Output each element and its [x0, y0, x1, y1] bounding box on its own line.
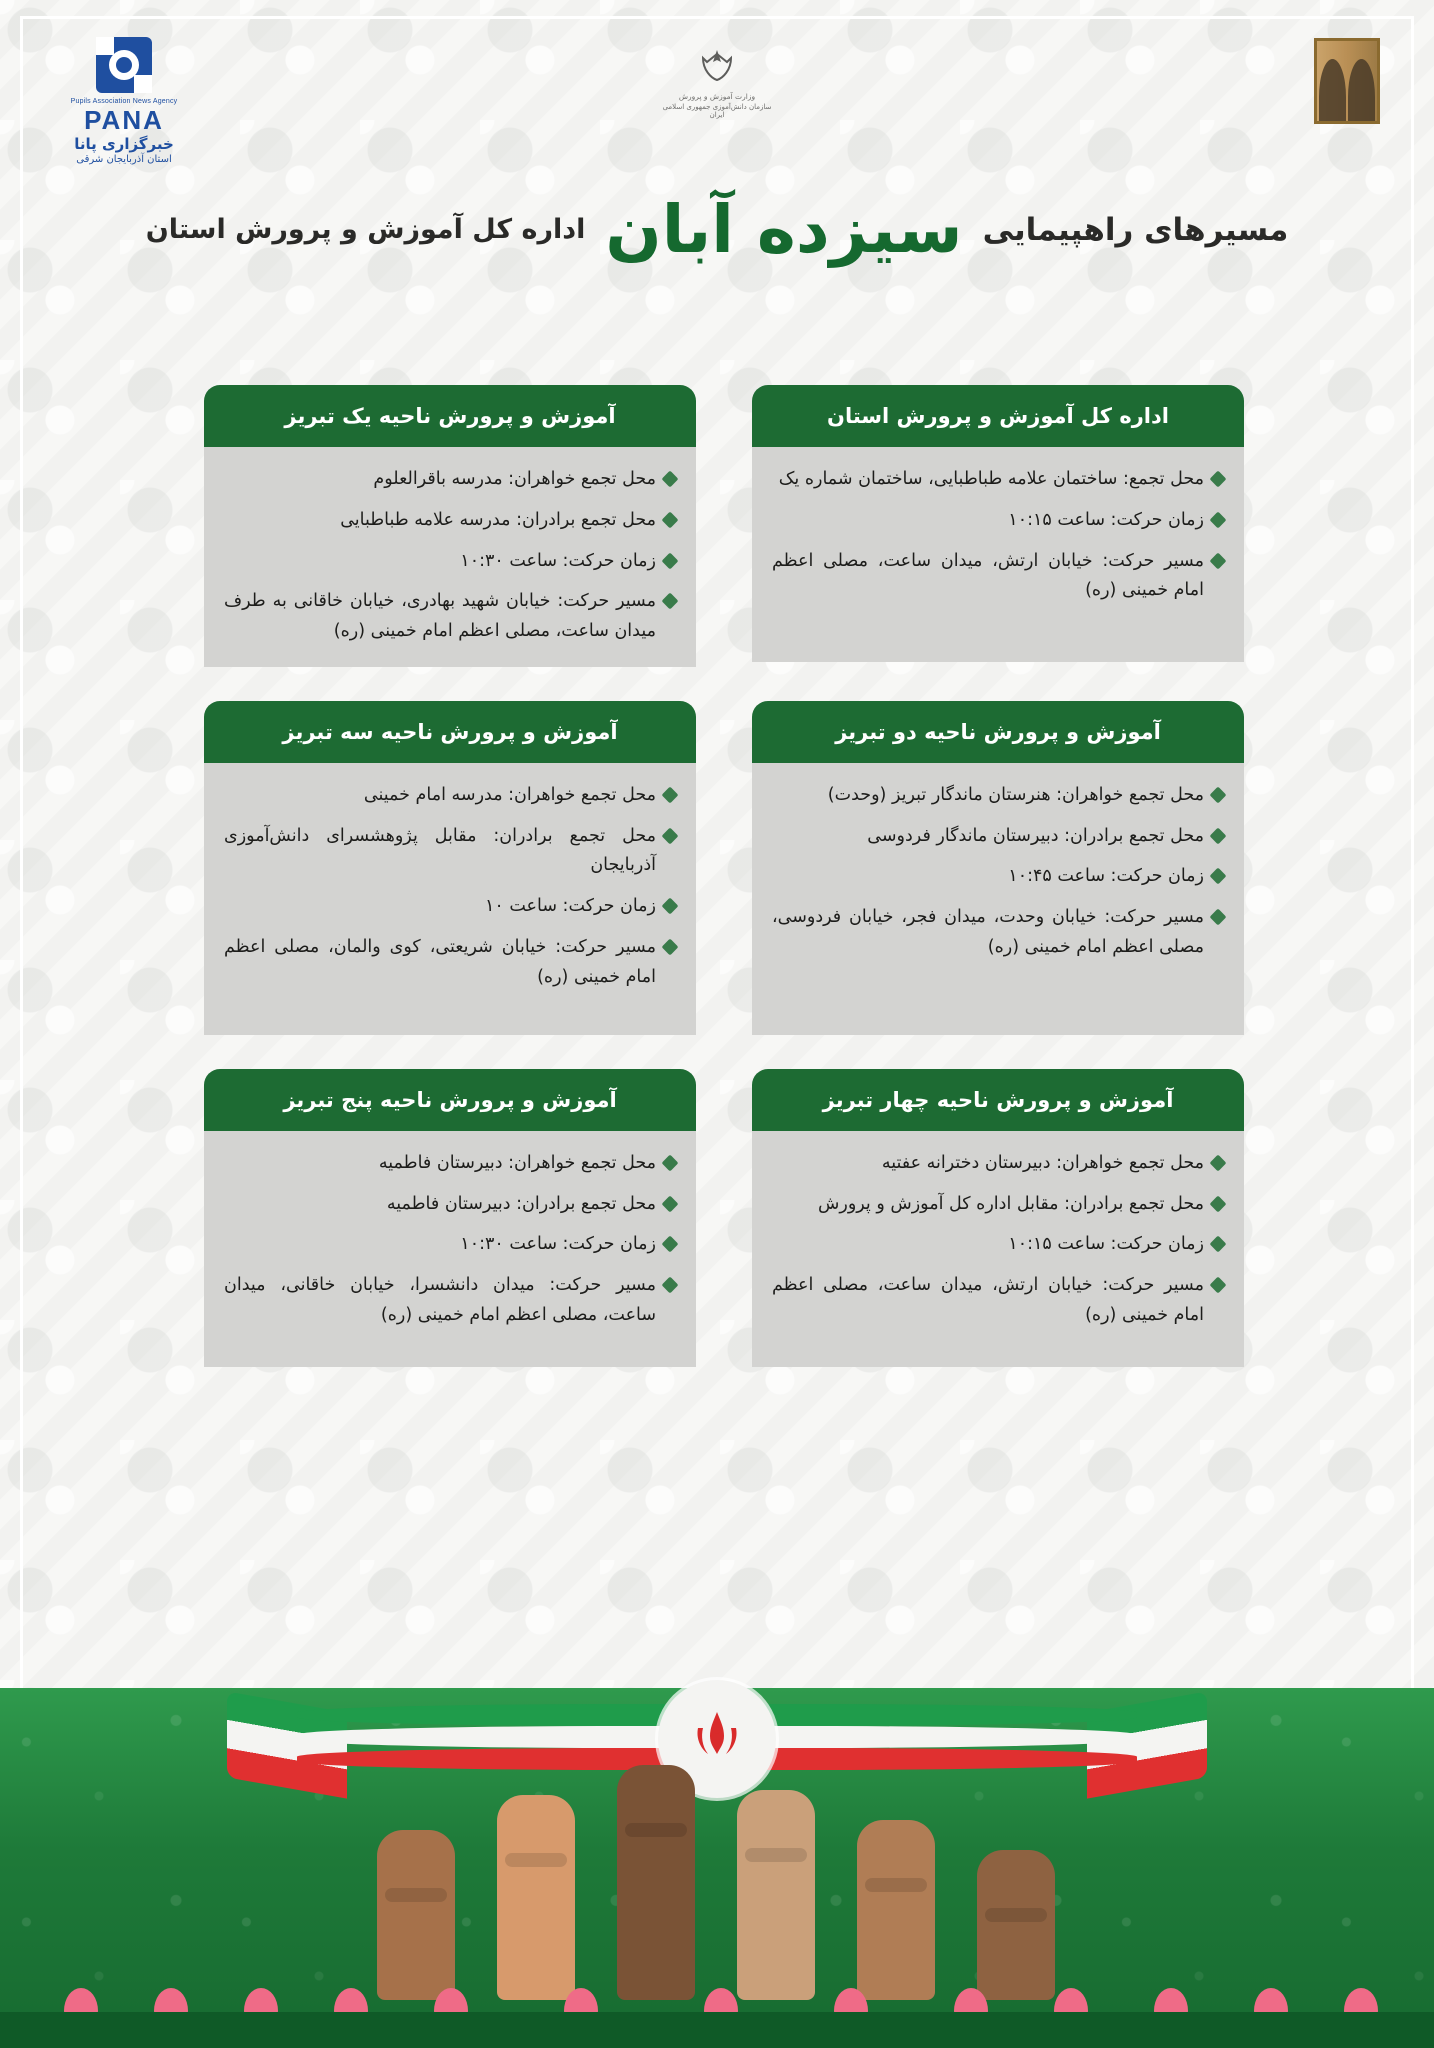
route-detail-text: محل تجمع برادران: دبیرستان ماندگار فردوسی — [867, 825, 1204, 846]
diamond-bullet-icon — [662, 938, 679, 955]
route-card-body — [204, 763, 696, 1035]
routes-grid — [190, 385, 1244, 1401]
route-detail-text: محل تجمع خواهران: دبیرستان دخترانه عفتیه — [881, 1152, 1204, 1173]
tulips-illustration-icon — [0, 1928, 1434, 2048]
route-detail-row — [772, 1190, 1224, 1220]
route-card-title: آموزش و پرورش ناحیه پنج تبریز — [204, 1069, 696, 1131]
route-detail-text: محل تجمع خواهران: مدرسه باقرالعلوم — [373, 469, 656, 489]
route-card — [204, 1069, 696, 1367]
title-right-part: مسیرهای راهپیمایی — [982, 211, 1289, 248]
route-detail-text: محل تجمع برادران: مدرسه علامه طباطبایی — [340, 509, 656, 530]
diamond-bullet-icon — [1210, 827, 1227, 844]
route-card-body — [752, 763, 1244, 1035]
diamond-bullet-icon — [662, 827, 679, 844]
route-detail-text: زمان حرکت: ساعت ۱۰:۳۰ — [460, 550, 656, 571]
route-detail-text: محل تجمع برادران: مقابل اداره کل آموزش و پرورش — [818, 1193, 1204, 1214]
diamond-bullet-icon — [1210, 909, 1227, 926]
diamond-bullet-icon — [1210, 511, 1227, 528]
route-detail-row — [224, 1271, 676, 1331]
route-detail-row — [772, 781, 1224, 811]
route-card — [204, 385, 696, 667]
route-detail-text: محل تجمع: ساختمان علامه طباطبایی، ساختمان شماره یک — [778, 469, 1204, 489]
route-detail-row — [772, 862, 1224, 892]
route-card-body — [204, 1131, 696, 1367]
route-detail-text: مسیر حرکت: میدان دانشسرا، خیابان خاقانی، میدان ساعت، مصلی اعظم امام خمینی (ره) — [224, 1275, 656, 1325]
route-card-title: آموزش و پرورش ناحیه سه تبریز — [204, 701, 696, 763]
route-detail-row — [224, 892, 676, 922]
route-detail-row — [224, 547, 676, 577]
diamond-bullet-icon — [662, 1195, 679, 1212]
route-detail-text: مسیر حرکت: خیابان وحدت، میدان فجر، خیابان فردوسی، مصلی اعظم امام خمینی (ره) — [772, 907, 1204, 957]
route-detail-text: محل تجمع برادران: دبیرستان فاطمیه — [386, 1193, 656, 1214]
diamond-bullet-icon — [662, 471, 679, 488]
route-detail-row — [224, 1230, 676, 1260]
footer-illustration — [0, 1618, 1434, 2048]
pana-diamond-logo-icon — [93, 34, 155, 96]
route-detail-text: زمان حرکت: ساعت ۱۰ — [484, 896, 656, 916]
route-detail-text: زمان حرکت: ساعت ۱۰:۴۵ — [1008, 866, 1204, 887]
title-script-part: سیزده آبان — [605, 191, 963, 268]
route-detail-text: محل تجمع خواهران: دبیرستان فاطمیه — [378, 1152, 656, 1173]
route-card — [752, 1069, 1244, 1367]
page-title — [0, 170, 1434, 290]
route-detail-row — [772, 1149, 1224, 1179]
route-card-title: آموزش و پرورش ناحیه دو تبریز — [752, 701, 1244, 763]
diamond-bullet-icon — [662, 898, 679, 915]
route-detail-text: مسیر حرکت: خیابان شریعتی، کوی والمان، مصلی اعظم امام خمینی (ره) — [224, 936, 656, 987]
diamond-bullet-icon — [1210, 786, 1227, 803]
route-card-body — [752, 447, 1244, 662]
diamond-bullet-icon — [1210, 471, 1227, 488]
route-detail-row — [224, 822, 676, 882]
route-card-title: آموزش و پرورش ناحیه چهار تبریز — [752, 1069, 1244, 1131]
route-detail-row — [772, 1230, 1224, 1260]
pana-english-subtitle: Pupils Association News Agency — [70, 98, 178, 105]
title-left-part: اداره کل آموزش و پرورش استان — [145, 214, 586, 246]
route-detail-row — [224, 1149, 676, 1179]
ministry-emblem-icon — [657, 48, 777, 88]
diamond-bullet-icon — [662, 786, 679, 803]
diamond-bullet-icon — [1210, 868, 1227, 885]
route-detail-row — [224, 1190, 676, 1220]
route-detail-text: مسیر حرکت: خیابان ارتش، میدان ساعت، مصلی اعظم امام خمینی (ره) — [772, 1275, 1204, 1325]
diamond-bullet-icon — [662, 1277, 679, 1294]
route-card-title: آموزش و پرورش ناحیه یک تبریز — [204, 385, 696, 447]
pana-province: استان آذربایجان شرقی — [76, 153, 172, 165]
leaders-portrait-icon — [1314, 38, 1380, 124]
route-detail-row — [772, 547, 1224, 607]
route-detail-text: محل تجمع خواهران: هنرستان ماندگار تبریز (وحدت) — [827, 784, 1204, 805]
route-detail-row — [772, 506, 1224, 536]
pana-farsi-name: خبرگزاری پانا — [74, 134, 174, 153]
route-card-body — [204, 447, 696, 667]
route-detail-text: زمان حرکت: ساعت ۱۰:۳۰ — [460, 1234, 656, 1255]
route-card-body — [752, 1131, 1244, 1367]
diamond-bullet-icon — [1210, 1154, 1227, 1171]
route-detail-text: محل تجمع خواهران: مدرسه امام خمینی — [363, 784, 656, 805]
diamond-bullet-icon — [1210, 1195, 1227, 1212]
pana-logo — [44, 34, 204, 165]
diamond-bullet-icon — [662, 593, 679, 610]
route-detail-text: زمان حرکت: ساعت ۱۰:۱۵ — [1008, 1234, 1204, 1255]
route-detail-row — [772, 1271, 1224, 1331]
diamond-bullet-icon — [662, 511, 679, 528]
route-detail-row — [772, 465, 1224, 495]
pana-wordmark: PANA — [84, 104, 164, 135]
route-card-title: اداره کل آموزش و پرورش استان — [752, 385, 1244, 447]
ministry-line-2: سازمان دانش‌آموزی جمهوری اسلامی ایران — [662, 103, 772, 119]
diamond-bullet-icon — [662, 552, 679, 569]
route-detail-text: محل تجمع برادران: مقابل پژوهشسرای دانش‌آموزی آذربایجان — [224, 825, 656, 876]
ministry-emblem — [657, 48, 777, 119]
ministry-line-1: وزارت آموزش و پرورش — [678, 92, 756, 101]
route-detail-row — [772, 903, 1224, 963]
route-detail-text: مسیر حرکت: خیابان ارتش، میدان ساعت، مصلی اعظم امام خمینی (ره) — [772, 550, 1204, 601]
route-card — [752, 701, 1244, 1035]
route-detail-row — [772, 822, 1224, 852]
route-detail-text: زمان حرکت: ساعت ۱۰:۱۵ — [1008, 509, 1204, 530]
route-detail-row — [224, 506, 676, 536]
route-detail-row — [224, 781, 676, 811]
diamond-bullet-icon — [1210, 1236, 1227, 1253]
diamond-bullet-icon — [662, 1154, 679, 1171]
route-card — [204, 701, 696, 1035]
route-card — [752, 385, 1244, 667]
route-detail-row — [224, 587, 676, 647]
route-detail-text: مسیر حرکت: خیابان شهید بهادری، خیابان خاقانی به طرف میدان ساعت، مصلی اعظم امام خمینی (ره) — [224, 591, 656, 641]
diamond-bullet-icon — [1210, 1277, 1227, 1294]
diamond-bullet-icon — [1210, 552, 1227, 569]
diamond-bullet-icon — [662, 1236, 679, 1253]
route-detail-row — [224, 933, 676, 993]
route-detail-row — [224, 465, 676, 495]
